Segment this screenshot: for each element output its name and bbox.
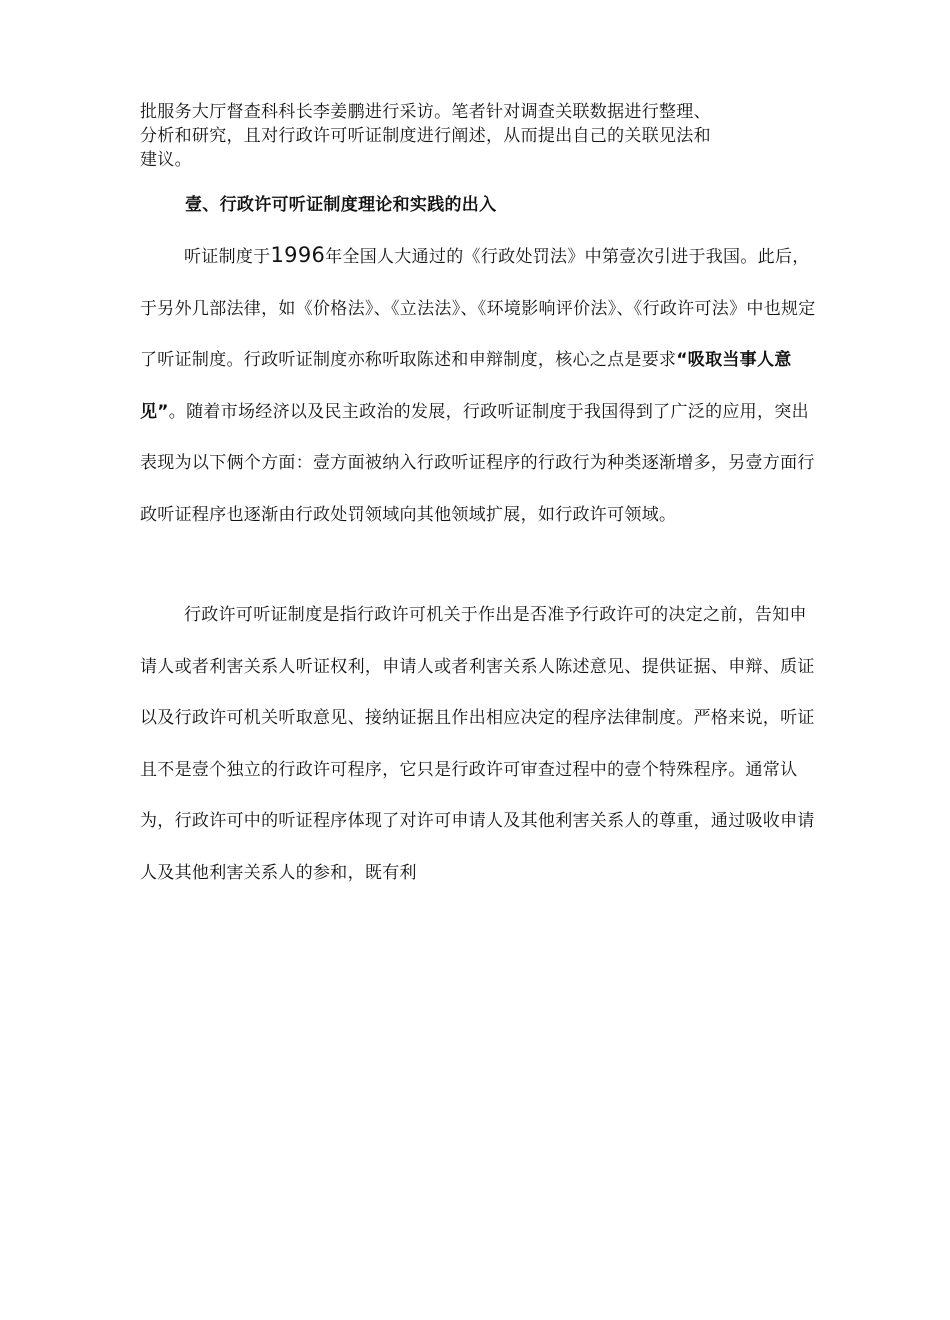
paragraph1-text-part3: 。随着市场经济以及民主政治的发展，行政听证制度于我国得到了广泛的应用，突出表现为以下俩个方面：壹方面被纳入行政听证程序的行政行为种类逐渐增多，另壹方面行政听证程序也逐渐由行政处罚领域向其他领域扩展，如行政许可领域。 bbox=[140, 401, 815, 525]
paragraph1-text-part1: 听证制度于 bbox=[184, 247, 271, 267]
paragraph1-year: 1996 bbox=[270, 243, 326, 267]
paragraph2-text: 行政许可听证制度是指行政许可机关于作出是否准予行政许可的决定之前，告知申请人或者利害关系人听证权利，申请人或者利害关系人陈述意见、提供证据、申辩、质证以及行政许可机关听取意见、接纳证据且作出相应决定的程序法律制度。严格来说，听证且不是壹个独立的行政许可程序，它只是行政许可审查过程中的壹个特殊程序。通常认为，行政许可中的听证程序体现了对许可申请人及其他利害关系人的尊重，通过吸收申请人及其他利害关系人的参和，既有利 bbox=[140, 605, 815, 883]
section-heading: 壹、行政许可听证制度理论和实践的出入 bbox=[185, 195, 497, 215]
intro-paragraph bbox=[140, 100, 820, 172]
intro-line: 建议。 bbox=[140, 150, 192, 170]
paragraph-hearing-history bbox=[140, 230, 820, 541]
paragraph-hearing-definition bbox=[140, 590, 820, 899]
paragraph1-text-part2: 年全国人大通过的《行政处罚法》中第壹次引进于我国。此后，于另外几部法律，如《价格法》、《立法法》、《环境影响评价法》、《行政许可法》中也规定了听证制度。行政听证制度亦称听取陈述和申辩制度，核心之点是要求 bbox=[140, 247, 816, 370]
intro-line: 分析和研究，且对行政许可听证制度进行阐述，从而提出自己的关联见法和 bbox=[140, 126, 711, 146]
paragraph1-quote: “吸取当事人意见” bbox=[140, 350, 792, 422]
intro-line: 批服务大厅督查科科长李姜鹏进行采访。笔者针对调查关联数据进行整理、 bbox=[140, 102, 711, 122]
